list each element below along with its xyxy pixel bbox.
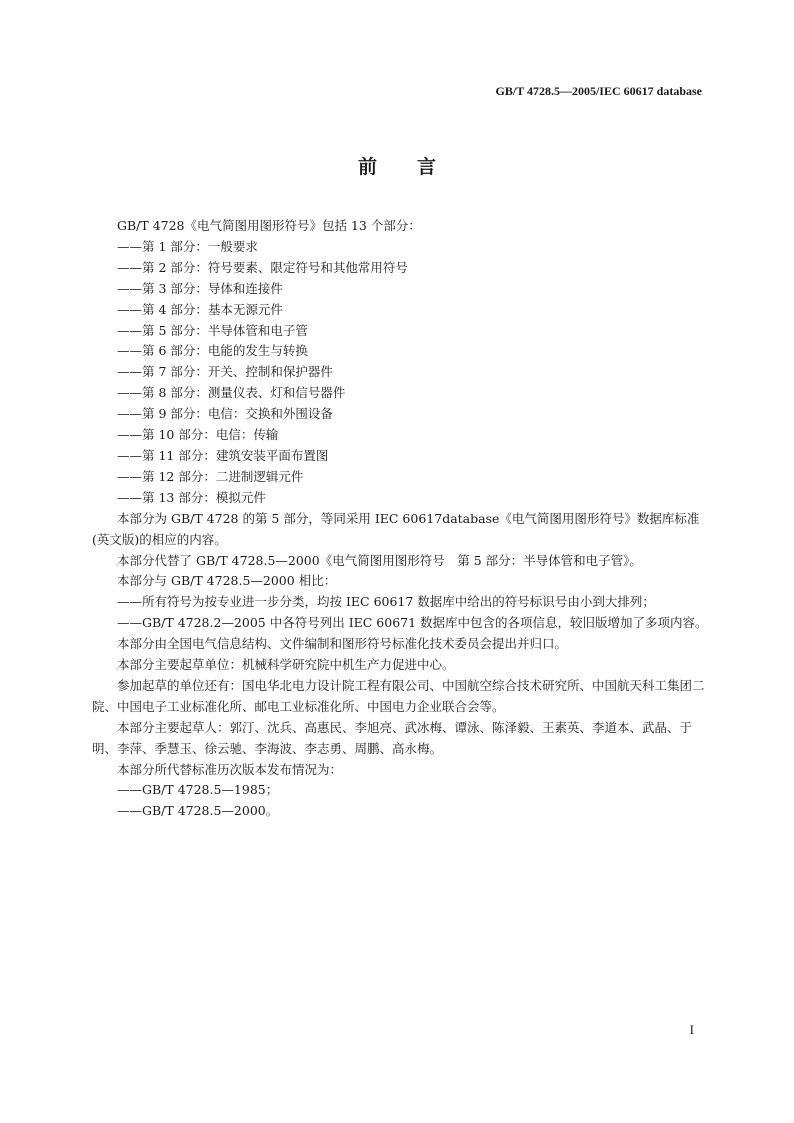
part-item: ——第 10 部分：电信：传输 (117, 427, 279, 443)
part-item: ——第 11 部分：建筑安装平面布置图 (117, 447, 329, 463)
part-item: ——第 4 部分：基本无源元件 (117, 301, 283, 317)
history-item: ——GB/T 4728.5—1985； (117, 782, 279, 798)
document-header: GB/T 4728.5—2005/IEC 60617 database (495, 84, 702, 98)
comparison-paragraph: 本部分与 GB/T 4728.5—2000 相比： (117, 573, 337, 589)
part-item: ——第 2 部分：符号要素、限定符号和其他常用符号 (117, 259, 408, 275)
page-title: 前言 (357, 156, 476, 178)
foreword-body (92, 216, 713, 822)
replaces-paragraph: 本部分代替了 GB/T 4728.5—2000《电气简图用图形符号 第 5 部分：半导体管和电子管》。 (117, 552, 642, 568)
part-item: ——第 13 部分：模拟元件 (117, 489, 266, 505)
intro-paragraph: GB/T 4728《电气简图用图形符号》包括 13 个部分： (117, 218, 421, 233)
participants-paragraph: 参加起草的单位还有：国电华北电力设计院工程有限公司、中国航空综合技术研究所、中国航天科工集团二院、中国电子工业标准化所、邮电工业标准化所、中国电力企业联合会等。 (92, 677, 705, 714)
part-item: ——第 1 部分：一般要求 (117, 238, 258, 254)
part-item: ——第 6 部分：电能的发生与转换 (117, 343, 308, 359)
change-item: ——所有符号为按专业进一步分类，均按 IEC 60617 数据库中给出的符号标识号由小到大排列； (117, 594, 655, 610)
page-number: I (689, 1022, 694, 1037)
part-item: ——第 5 部分：半导体管和电子管 (117, 322, 308, 338)
part-item: ——第 8 部分：测量仪表、灯和信号器件 (117, 385, 346, 401)
history-intro-paragraph: 本部分所代替标准历次版本发布情况为： (117, 761, 343, 777)
part-item: ——第 3 部分：导体和连接件 (117, 280, 283, 296)
part-item: ——第 9 部分：电信：交换和外围设备 (117, 406, 333, 422)
adoption-paragraph: 本部分为 GB/T 4728 的第 5 部分，等同采用 IEC 60617database《电气简图用图形符号》数据库标准(英文版)的相应的内容。 (92, 510, 700, 547)
history-item: ——GB/T 4728.5—2000。 (117, 803, 279, 819)
part-item: ——第 7 部分：开关、控制和保护器件 (117, 364, 333, 380)
drafters-paragraph: 本部分主要起草人：郭汀、沈兵、高惠民、李旭亮、武冰梅、谭泳、陈泽毅、王素英、李道本、武晶、于明、李萍、季慧玉、徐云驰、李海波、李志勇、周鹏、高永梅。 (92, 719, 693, 756)
drafting-unit-paragraph: 本部分主要起草单位：机械科学研究院中机生产力促进中心。 (117, 657, 455, 673)
change-item: ——GB/T 4728.2—2005 中各符号列出 IEC 60671 数据库中包含的各项信息，较旧版增加了多项内容。 (117, 615, 708, 631)
proposed-paragraph: 本部分由全国电气信息结构、文件编制和图形符号标准化技术委员会提出并归口。 (117, 636, 568, 652)
part-item: ——第 12 部分：二进制逻辑元件 (117, 468, 304, 484)
